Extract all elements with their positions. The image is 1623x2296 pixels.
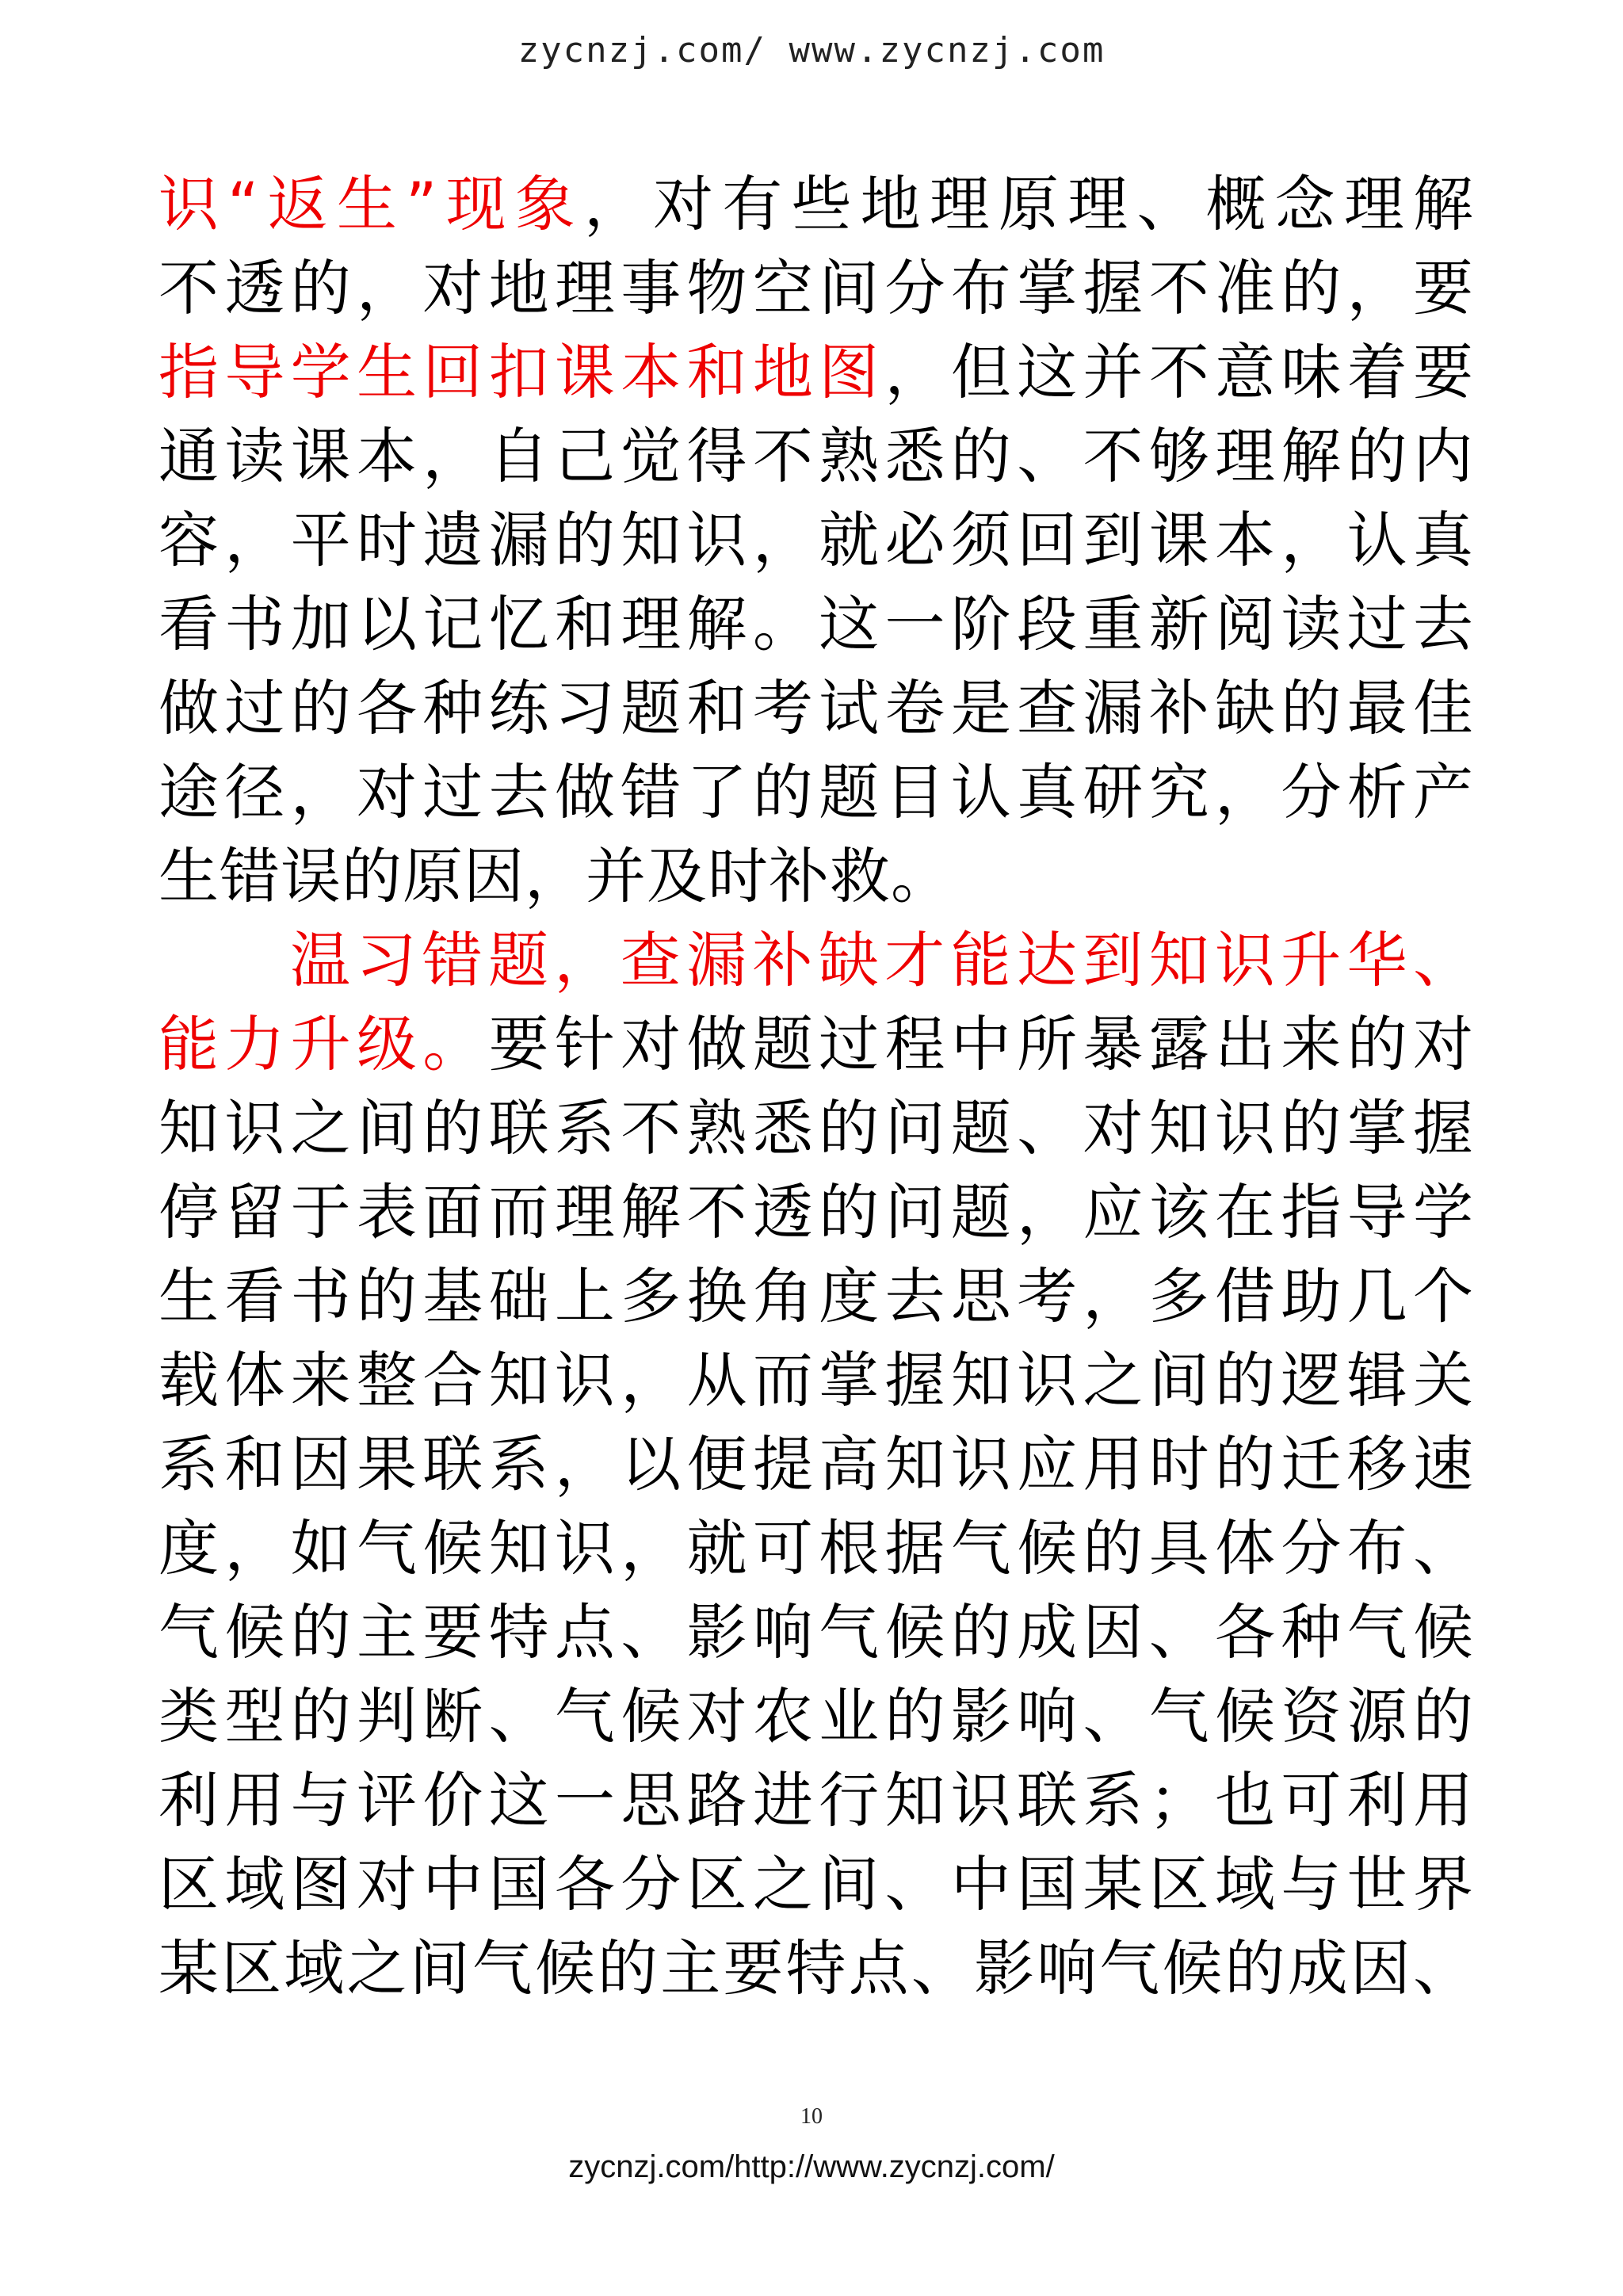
highlighted-text: 指导学生回扣课本和地图 — [158, 337, 885, 407]
text-segment: 容，平时遗漏的知识，就必须回到课本，认真 — [158, 505, 1474, 575]
text-segment: 途径，对过去做错了的题目认真研究，分析产 — [158, 757, 1474, 827]
text-line — [158, 1759, 1474, 1843]
text-segment: 知识之间的联系不熟悉的问题、对知识的掌握 — [158, 1093, 1474, 1163]
text-segment: 停留于表面而理解不透的问题，应该在指导学 — [158, 1177, 1474, 1247]
text-segment: 生看书的基础上多换角度去思考，多借助几个 — [158, 1261, 1474, 1331]
highlighted-text: 温习错题，查漏补缺才能达到知识升华、 — [290, 925, 1474, 995]
text-segment: 利用与评价这一思路进行知识联系；也可利用 — [158, 1765, 1474, 1836]
text-line — [158, 583, 1474, 667]
text-line — [158, 1003, 1474, 1087]
text-segment: 载体来整合知识，从而掌握知识之间的逻辑关 — [158, 1345, 1474, 1415]
text-segment: 系和因果联系，以便提高知识应用时的迁移速 — [158, 1429, 1474, 1499]
text-line — [158, 1591, 1474, 1675]
text-segment: 区域图对中国各分区之间、中国某区域与世界 — [158, 1849, 1474, 1920]
page-number: 10 — [800, 2104, 823, 2129]
text-segment: ，对有些地理原理、概念理解 — [583, 169, 1475, 239]
text-line — [158, 1087, 1474, 1171]
text-segment: 某区域之间气候的主要特点、影响气候的成因、 — [158, 1933, 1474, 2004]
text-line — [158, 1171, 1474, 1255]
page-header: zycnzj.com/ www.zycnzj.com — [517, 30, 1106, 71]
text-line — [158, 919, 1474, 1003]
text-line — [158, 499, 1474, 583]
text-line — [158, 415, 1474, 499]
text-segment: 类型的判断、气候对农业的影响、气候资源的 — [158, 1681, 1474, 1752]
text-line — [158, 330, 1474, 415]
text-segment: 做过的各种练习题和考试卷是查漏补缺的最佳 — [158, 673, 1474, 743]
text-line — [158, 667, 1474, 751]
text-segment: 不透的，对地理事物空间分布掌握不准的，要 — [158, 253, 1474, 323]
text-line — [158, 1255, 1474, 1339]
body-text — [158, 162, 1474, 2011]
text-line — [158, 1339, 1474, 1423]
highlighted-text: 能力升级。 — [158, 1009, 489, 1079]
text-line — [158, 1675, 1474, 1759]
text-line — [158, 1927, 1474, 2011]
text-line — [158, 246, 1474, 330]
text-segment: 通读课本，自己觉得不熟悉的、不够理解的内 — [158, 421, 1474, 491]
highlighted-text: 识“返生”现象 — [158, 169, 584, 239]
text-segment: 看书加以记忆和理解。这一阶段重新阅读过去 — [158, 589, 1474, 659]
text-line — [158, 1507, 1474, 1591]
text-segment: ，但这并不意味着要 — [884, 337, 1475, 407]
text-line — [158, 835, 1474, 919]
text-line — [158, 1843, 1474, 1927]
text-segment: 度，如气候知识，就可根据气候的具体分布、 — [158, 1513, 1474, 1584]
text-line — [158, 162, 1474, 246]
text-segment: 气候的主要特点、影响气候的成因、各种气候 — [158, 1597, 1474, 1668]
text-line — [158, 751, 1474, 835]
text-line — [158, 1423, 1474, 1507]
text-segment: 要针对做题过程中所暴露出来的对 — [488, 1009, 1475, 1079]
page-footer: zycnzj.com/http://www.zycnzj.com/ — [568, 2149, 1055, 2184]
text-segment: 生错误的原因，并及时补救。 — [158, 841, 952, 911]
